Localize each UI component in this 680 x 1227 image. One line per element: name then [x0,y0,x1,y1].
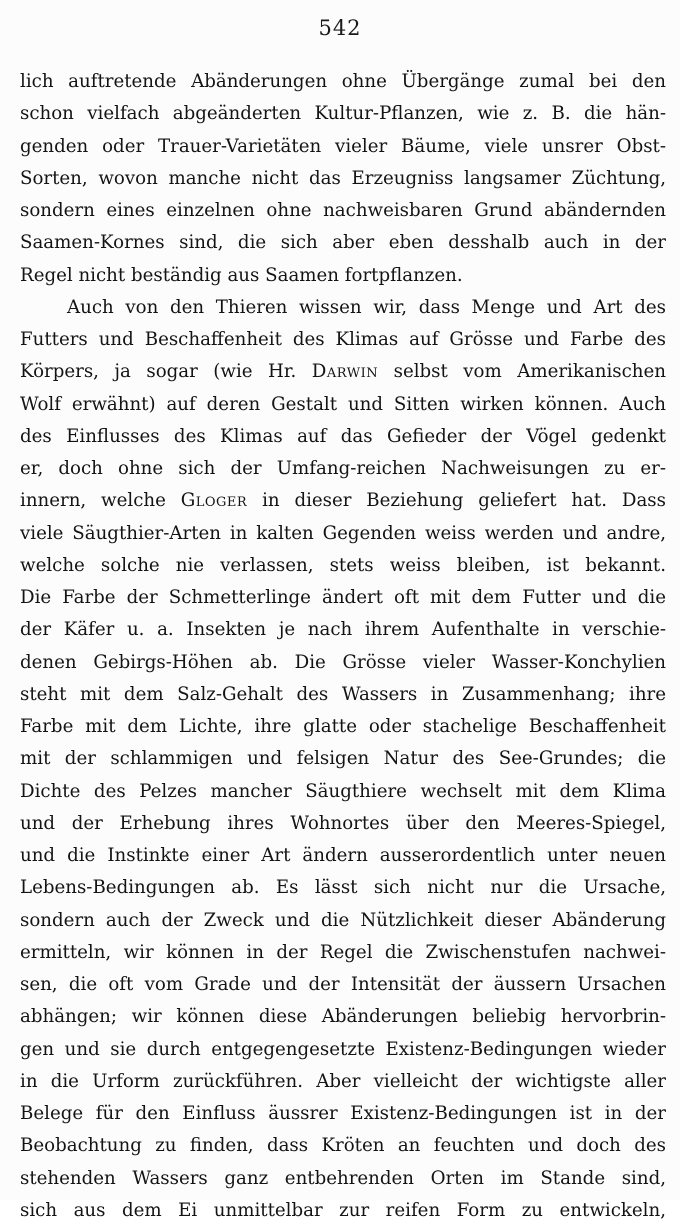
text-line: Lebens-Bedingungen ab. Es lässt sich nicht nur die Ursache, [20,877,666,899]
text-line: er, doch ohne sich der Umfang-reichen Nachweisungen zu er- [20,458,666,479]
text-line: Dichte des Pelzes mancher Säugthiere wechselt mit dem Klima [20,780,666,802]
text-line [20,356,666,388]
paragraph-start-line: Auch von den Thieren wissen wir, dass Menge und Art des [67,296,666,318]
text-line: und die Instinkte einer Art ändern ausserordentlich unter neuen [20,845,666,866]
text-line: gen und sie durch entgegengesetzte Existenz-Bedingungen wieder [20,1038,666,1060]
text-line: der Käfer u. a. Insekten je nach ihrem Aufenthalte in verschie- [20,619,666,641]
text-segment: in dieser Beziehung geliefert hat. Dass [262,490,666,512]
text-segment: Körpers, ja sogar (wie Hr. [20,361,297,383]
text-line: Farbe mit dem Lichte, ihre glatte oder stachelige Beschaffenheit [20,716,666,737]
text-line: Sorten, wovon manche nicht das Erzeugniss langsamer Züchtung, [20,167,666,189]
text-segment: innern, welche [20,490,166,512]
text-line: Die Farbe der Schmetterlinge ändert oft mit dem Futter und die [20,587,666,608]
text-line: Saamen-Kornes sind, die sich aber eben desshalb auch in der [20,232,666,254]
text-line: viele Säugthier-Arten in kalten Gegenden weiss werden und andre, [20,522,666,544]
text-line: und der Erhebung ihres Wohnortes über den Meeres-Spiegel, [20,812,666,834]
text-line: stehenden Wassers ganz entbehrenden Orten im Stande sind, [20,1167,666,1189]
text-segment: selbst vom Amerikanischen [393,361,666,383]
page-number: 542 [318,16,362,40]
author-name-darwin: Darwin [311,361,379,383]
text-line: Wolf erwähnt) auf deren Gestalt und Sitten wirken können. Auch [20,393,666,415]
text-line: welche solche nie verlassen, stets weiss bleiben, ist bekannt. [20,554,666,576]
paragraph-end-line: Regel nicht beständig aus Saamen fortpflanzen. [20,264,463,286]
text-line: schon vielfach abgeänderten Kultur-Pflanzen, wie z. B. die hän- [20,103,666,125]
text-line: abhängen; wir können diese Abänderungen beliebig hervorbrin- [20,1006,666,1028]
text-line [20,485,666,517]
text-line: genden oder Trauer-Varietäten vieler Bäume, viele unsrer Obst- [20,135,666,157]
body-text [20,66,666,1227]
text-line: Futters und Beschaffenheit des Klimas auf Grösse und Farbe des [20,329,666,350]
text-line: Belege für den Einfluss äussrer Existenz-Bedingungen ist in der [20,1103,666,1124]
text-line: sondern auch der Zweck und die Nützlichkeit dieser Abänderung [20,909,666,931]
text-line: sich aus dem Ei unmittelbar zur reifen Form zu entwickeln, [20,1199,666,1221]
text-line: in die Urform zurückführen. Aber vielleicht der wichtigste aller [20,1070,666,1092]
text-line: denen Gebirgs-Höhen ab. Die Grösse vieler Wasser-Konchylien [20,651,666,673]
text-line: ermitteln, wir können in der Regel die Zwischenstufen nachwei- [20,941,666,963]
text-line: Beobachtung zu finden, dass Kröten an feuchten und doch des [20,1135,666,1157]
text-line: des Einflusses des Klimas auf das Gefieder der Vögel gedenkt [20,425,666,447]
text-line: steht mit dem Salz-Gehalt des Wassers in Zusammenhang; ihre [20,683,666,705]
text-line: mit der schlammigen und felsigen Natur des See-Grundes; die [20,748,666,770]
text-line: lich auftretende Abänderungen ohne Übergänge zumal bei den [20,71,666,92]
author-name-gloger: Gloger [180,490,248,512]
text-line: sen, die oft vom Grade und der Intensität der äussern Ursachen [20,974,666,995]
text-line: sondern eines einzelnen ohne nachweisbaren Grund abändernden [20,200,666,221]
